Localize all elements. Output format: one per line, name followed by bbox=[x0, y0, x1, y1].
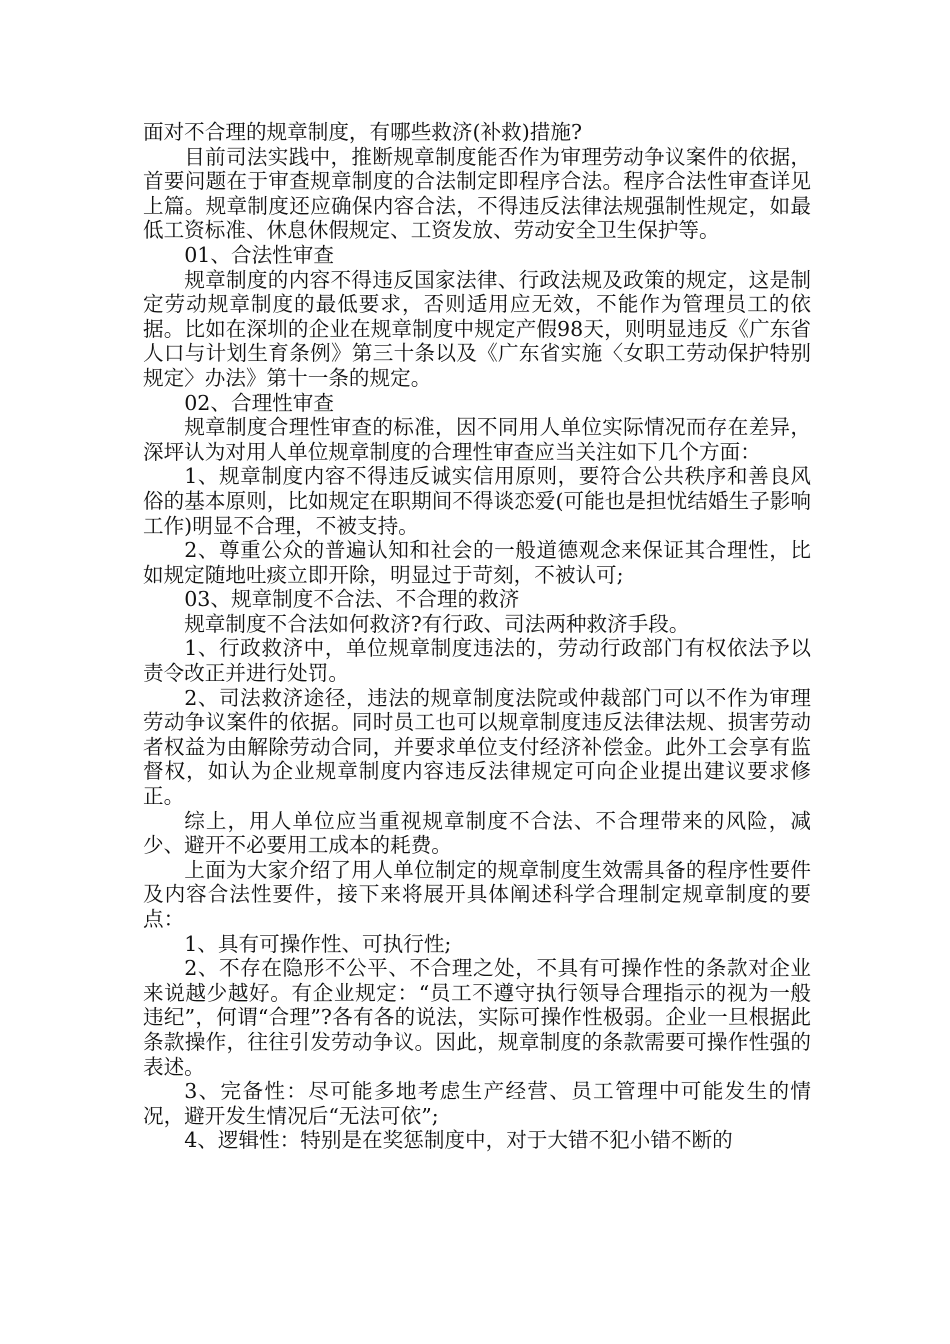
question-heading: 面对不合理的规章制度，有哪些救济(补救)措施? bbox=[143, 120, 582, 144]
legality-paragraph: 规章制度的内容不得违反国家法律、行政法规及政策的规定，这是制定劳动规章制度的最低要求，否则适用应无效，不能作为管理员工的依据。比如在深圳的企业在规章制度中规定产假98天，则明显违反《广东省人口与计划生育条例》第三十条以及《广东省实施〈女职工劳动保护特别规定〉办法》第十一条的规定。 bbox=[143, 267, 811, 390]
transition-paragraph: 上面为大家介绍了用人单位制定的规章制度生效需具备的程序性要件及内容合法性要件，接下来将展开具体阐述科学合理制定规章制度的要点： bbox=[143, 857, 811, 931]
section-heading-remedy: 03、规章制度不合法、不合理的救济 bbox=[184, 587, 520, 612]
key-point-3: 3、完备性：尽可能多地考虑生产经营、员工管理中可能发生的情况，避开发生情况后“无法可依”; bbox=[143, 1079, 811, 1128]
reasonableness-item-1: 1、规章制度内容不得违反诚实信用原则，要符合公共秩序和善良风俗的基本原则，比如规定在职期间不得谈恋爱(可能也是担忧结婚生子影响工作)明显不合理，不被支持。 bbox=[143, 464, 811, 538]
section-heading-legality: 01、合法性审查 bbox=[184, 242, 334, 267]
remedy-item-1: 1、行政救济中，单位规章制度违法的，劳动行政部门有权依法予以责令改正并进行处罚。 bbox=[143, 636, 811, 686]
intro-paragraph: 目前司法实践中，推断规章制度能否作为审理劳动争议案件的依据，首要问题在于审查规章制度的合法制定即程序合法。程序合法性审查详见上篇。规章制度还应确保内容合法，不得违反法律法规强制性规定，如最低工资标准、休息休假规定、工资发放、劳动安全卫生保护等。 bbox=[143, 144, 811, 243]
reasonableness-paragraph: 规章制度合理性审查的标准，因不同用人单位实际情况而存在差异，深坪认为对用人单位规章制度的合理性审查应当关注如下几个方面： bbox=[143, 415, 811, 464]
remedy-paragraph: 规章制度不合法如何救济?有行政、司法两种救济手段。 bbox=[184, 611, 690, 636]
remedy-item-2: 2、司法救济途径，违法的规章制度法院或仲裁部门可以不作为审理劳动争议案件的依据。同时员工也可以规章制度违反法律法规、损害劳动者权益为由解除劳动合同，并要求单位支付经济补偿金。此外工会享有监督权，如认为企业规章制度内容违反法律规定可向企业提出建议要求修正。 bbox=[143, 685, 811, 809]
key-point-2: 2、不存在隐形不公平、不合理之处，不具有可操作性的条款对企业来说越少越好。有企业规定：“员工不遵守执行领导合理指示的视为一般违纪”，何谓“合理”?各有各的说法，实际可操作性极弱。企业一旦根据此条款操作，往往引发劳动争议。因此，规章制度的条款需要可操作性强的表述。 bbox=[143, 956, 811, 1079]
reasonableness-item-2: 2、尊重公众的普遍认知和社会的一般道德观念来保证其合理性，比如规定随地吐痰立即开除，明显过于苛刻，不被认可; bbox=[143, 538, 811, 587]
section-heading-reasonableness: 02、合理性审查 bbox=[184, 390, 334, 415]
key-point-4: 4、逻辑性：特别是在奖惩制度中，对于大错不犯小错不断的 bbox=[184, 1128, 733, 1153]
document-body bbox=[143, 120, 811, 1153]
key-point-1: 1、具有可操作性、可执行性; bbox=[184, 931, 452, 956]
summary-paragraph: 综上，用人单位应当重视规章制度不合法、不合理带来的风险，减少、避开不必要用工成本的耗费。 bbox=[143, 808, 811, 858]
